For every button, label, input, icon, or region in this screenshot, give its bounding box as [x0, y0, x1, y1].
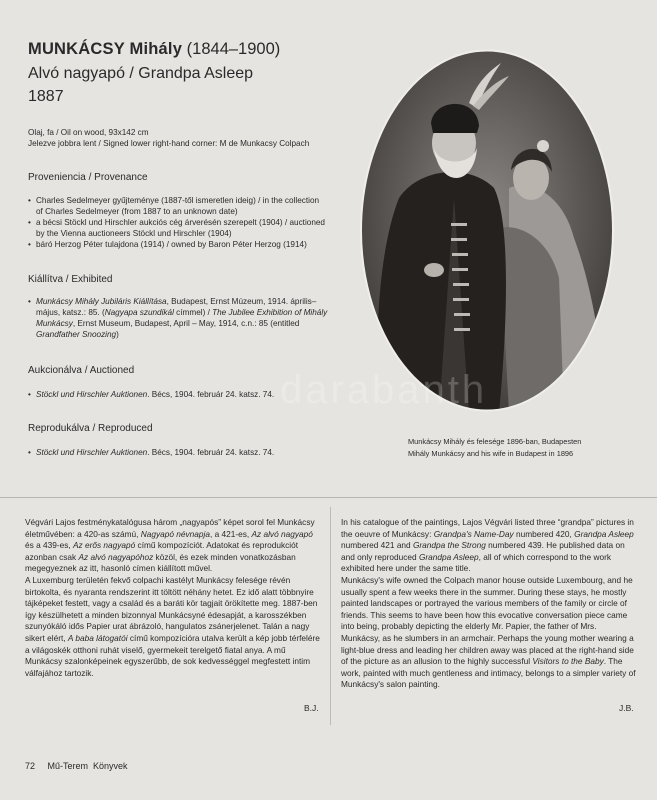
work-year: 1887 [28, 88, 64, 105]
work-title: Alvó nagyapó / Grandpa Asleep [28, 65, 254, 82]
signature-left: B.J. [304, 703, 319, 713]
artist-surname: MUNKÁCSY [28, 40, 125, 58]
english-paragraph: In his catalogue of the paintings, Lajos Végvári listed three “grandpa” pictures in the oeuvre of Munkácsy: Grandpa's Name-Day numbered 420, Grandpa Asleep numbered 421 and Grandpa the Strong numbered 439. He published data on and only reproduced Grandpa Asleep, all of which correspond to the work exhibited here under the same title. [341, 517, 634, 574]
auctioned-heading: Aukcionálva / Auctioned [28, 365, 135, 376]
provenance-item: • a bécsi Stöckl und Hirschler aukciós cég árverésén szerepelt (1904) / auctioned by the Vienna auctioneers Stöckl und Hirschler (1904) [28, 217, 328, 239]
artist-given-name: Mihály [129, 40, 183, 58]
exhibited-heading: Kiállítva / Exhibited [28, 274, 113, 285]
exhibited-item: • Munkácsy Mihály Jubiláris Kiállítása, Budapest, Ernst Múzeum, 1914. április–május, katsz.: 85. (Nagyapa szundikál címmel) / The Jubilee Exhibition of Mihály Munkácsy, Ernst Museum, Budapest, April – May, 1914, c.n.: 85 (entitled Grandfather Snoozing) [28, 296, 328, 340]
english-paragraph: Munkácsy's wife owned the Colpach manor house outside Luxembourg, and he usually spent a few weeks there in the summer. During these stays, he mostly painted landscapes or portrayed the various members of the family or circle of friends. This seems to have been how this evocative conversation piece came into being, probably depicting the elderly Mr. Papier, the father of Mrs. Munkácsy, as he slumbers in an armchair. Perhaps the young mother wearing a light-blue dress and leading her children away was placed at the right-hand side of the picture as an allusion to the highly successful Visitors to the Baby. The work, painted with much gentleness and intimacy, belongs to a simpler variety of Munkácsy's salon painting. [341, 574, 636, 690]
caption-english: Mihály Munkácsy and his wife in Budapest in 1896 [408, 449, 574, 458]
watermark: darabanth [280, 368, 488, 412]
provenance-list [28, 195, 328, 250]
english-column [341, 517, 637, 691]
provenance-item: • Charles Sedelmeyer gyűjteménye (1887-től ismeretlen ideig) / in the collection of Charles Sedelmeyer (from 1887 to an unknown date) [28, 195, 328, 217]
page-number: 72 [25, 761, 36, 771]
auctioned-item: • Stöckl und Hirschler Auktionen. Bécs, 1904. február 24. katsz. 74. [28, 389, 328, 400]
photo-caption [408, 436, 581, 460]
caption-hungarian: Munkácsy Mihály és felesége 1896-ban, Budapesten [408, 437, 582, 446]
artist-name [28, 40, 280, 59]
section-divider [0, 497, 657, 498]
work-details [28, 127, 328, 149]
signature-text: Jelezve jobbra lent / Signed lower right-hand corner: M de Munkacsy Colpach [28, 139, 310, 148]
publisher-name: Mű-Terem Könyvek [47, 761, 128, 771]
provenance-heading: Proveniencia / Provenance [28, 172, 148, 183]
reproduced-heading: Reprodukálva / Reproduced [28, 423, 153, 434]
page-footer [25, 761, 128, 771]
column-divider [330, 507, 331, 725]
hungarian-paragraph: Végvári Lajos festménykatalógusa három „nagyapós” képet sorol fel Munkácsy életművében: a 420-as számú, Nagyapó névnapja, a 421-es, Az alvó nagyapó és a 439-es, Az erős nagyapó című kompozíciót. Adatokat és reprodukciót azonban csak Az alvó nagyapóhoz közöl, és ezek minden vonatkozásban megegyeznek az itt, hasonló címen kiállított művel. [25, 517, 315, 574]
signature-right: J.B. [619, 703, 634, 713]
hungarian-column [25, 517, 322, 679]
artist-dates: (1844–1900) [186, 40, 281, 58]
hungarian-paragraph: A Luxemburg területén fekvő colpachi kastélyt Munkácsy felesége révén birtokolta, és nyaranta rendszerint itt töltött néhány hetet. Ez idő alatt többnyire tájképeket festett, vagy a család és a baráti kör tagjait örökítette meg. 1887-ben így készülhetett a minden bizonnyal Munkácsyné édesapját, a karosszékben szunyókáló idős Papier urat ábrázoló, hangulatos zsánerjelenet. Talán a nagy sikert elért, A baba látogatói című kompozícióra utalva került a kép jobb térfelére a világoskék otthoni ruhát viselő, gyermekeit terelgető fiatal anya. A mű Munkácsy szalonképeinek egyszerűbb, de sok kedvességgel megfestett intim válfajához tartozik. [25, 574, 320, 678]
reproduced-entry [28, 447, 328, 458]
medium-text: Olaj, fa / Oil on wood, 93x142 cm [28, 128, 149, 137]
oval-photograph [359, 48, 615, 413]
provenance-item: • báró Herzog Péter tulajdona (1914) / owned by Baron Péter Herzog (1914) [28, 239, 328, 250]
reproduced-item: • Stöckl und Hirschler Auktionen. Bécs, 1904. február 24. katsz. 74. [28, 447, 328, 458]
exhibited-entry [28, 296, 328, 340]
